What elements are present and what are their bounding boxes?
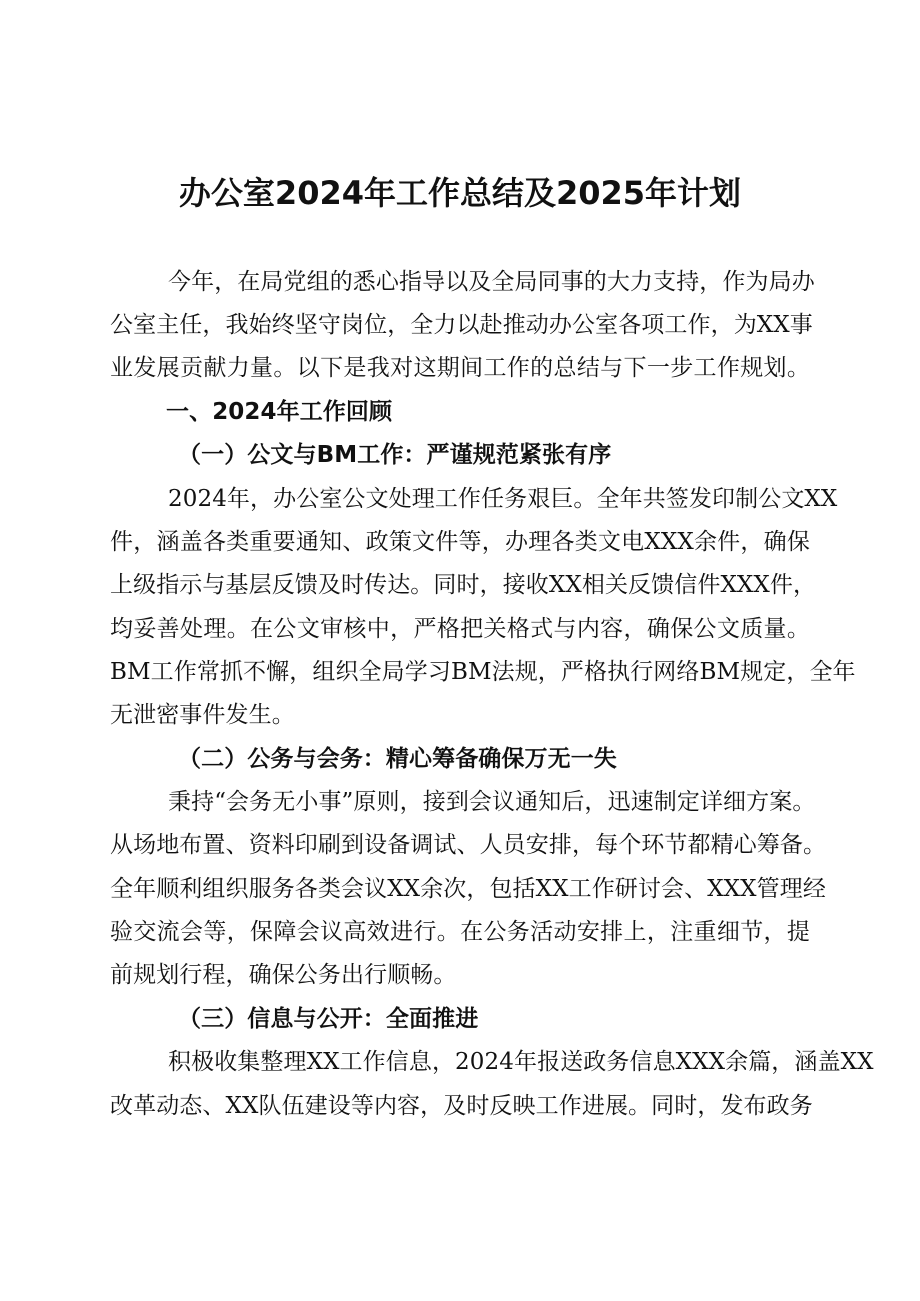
intro-line-1: 今年，在局党组的悉心指导以及全局同事的大力支持，作为局办 [168, 269, 815, 295]
subsection-heading-3: （三）信息与公开：全面推进 [178, 1006, 479, 1032]
paragraph-line: 件，涵盖各类重要通知、政策文件等，办理各类文电XXX余件，确保 [110, 529, 810, 555]
document-title: 办公室2024年工作总结及2025年计划 [178, 174, 742, 212]
paragraph-line: 上级指示与基层反馈及时传达。同时，接收XX相关反馈信件XXX件， [110, 572, 817, 598]
subsection-heading-1: （一）公文与BM工作：严谨规范紧张有序 [178, 442, 612, 468]
intro-line-3: 业发展贡献力量。以下是我对这期间工作的总结与下一步工作规划。 [110, 355, 810, 381]
paragraph-line: 全年顺利组织服务各类会议XX余次，包括XX工作研讨会、XXX管理经 [110, 876, 826, 902]
paragraph-line: 改革动态、XX队伍建设等内容，及时反映工作进展。同时，发布政务 [110, 1093, 813, 1119]
subsection-heading-2: （二）公务与会务：精心筹备确保万无一失 [178, 746, 617, 772]
paragraph-line: 积极收集整理XX工作信息，2024年报送政务信息XXX余篇，涵盖XX [168, 1049, 874, 1075]
section-heading: 一、2024年工作回顾 [166, 399, 393, 425]
intro-line-2: 公室主任，我始终坚守岗位，全力以赴推动办公室各项工作，为XX事 [110, 312, 813, 338]
paragraph-line: 秉持“会务无小事”原则，接到会议通知后，迅速制定详细方案。 [168, 789, 816, 815]
paragraph-line: 无泄密事件发生。 [110, 702, 295, 728]
paragraph-line: 前规划行程，确保公务出行顺畅。 [110, 962, 457, 988]
paragraph-line: BM工作常抓不懈，组织全局学习BM法规，严格执行网络BM规定，全年 [110, 659, 856, 685]
paragraph-line: 从场地布置、资料印刷到设备调试、人员安排，每个环节都精心筹备。 [110, 832, 827, 858]
paragraph-line: 验交流会等，保障会议高效进行。在公务活动安排上，注重细节，提 [110, 919, 810, 945]
paragraph-line: 2024年，办公室公文处理工作任务艰巨。全年共签发印制公文XX [168, 486, 838, 512]
paragraph-line: 均妥善处理。在公文审核中，严格把关格式与内容，确保公文质量。 [110, 616, 810, 642]
